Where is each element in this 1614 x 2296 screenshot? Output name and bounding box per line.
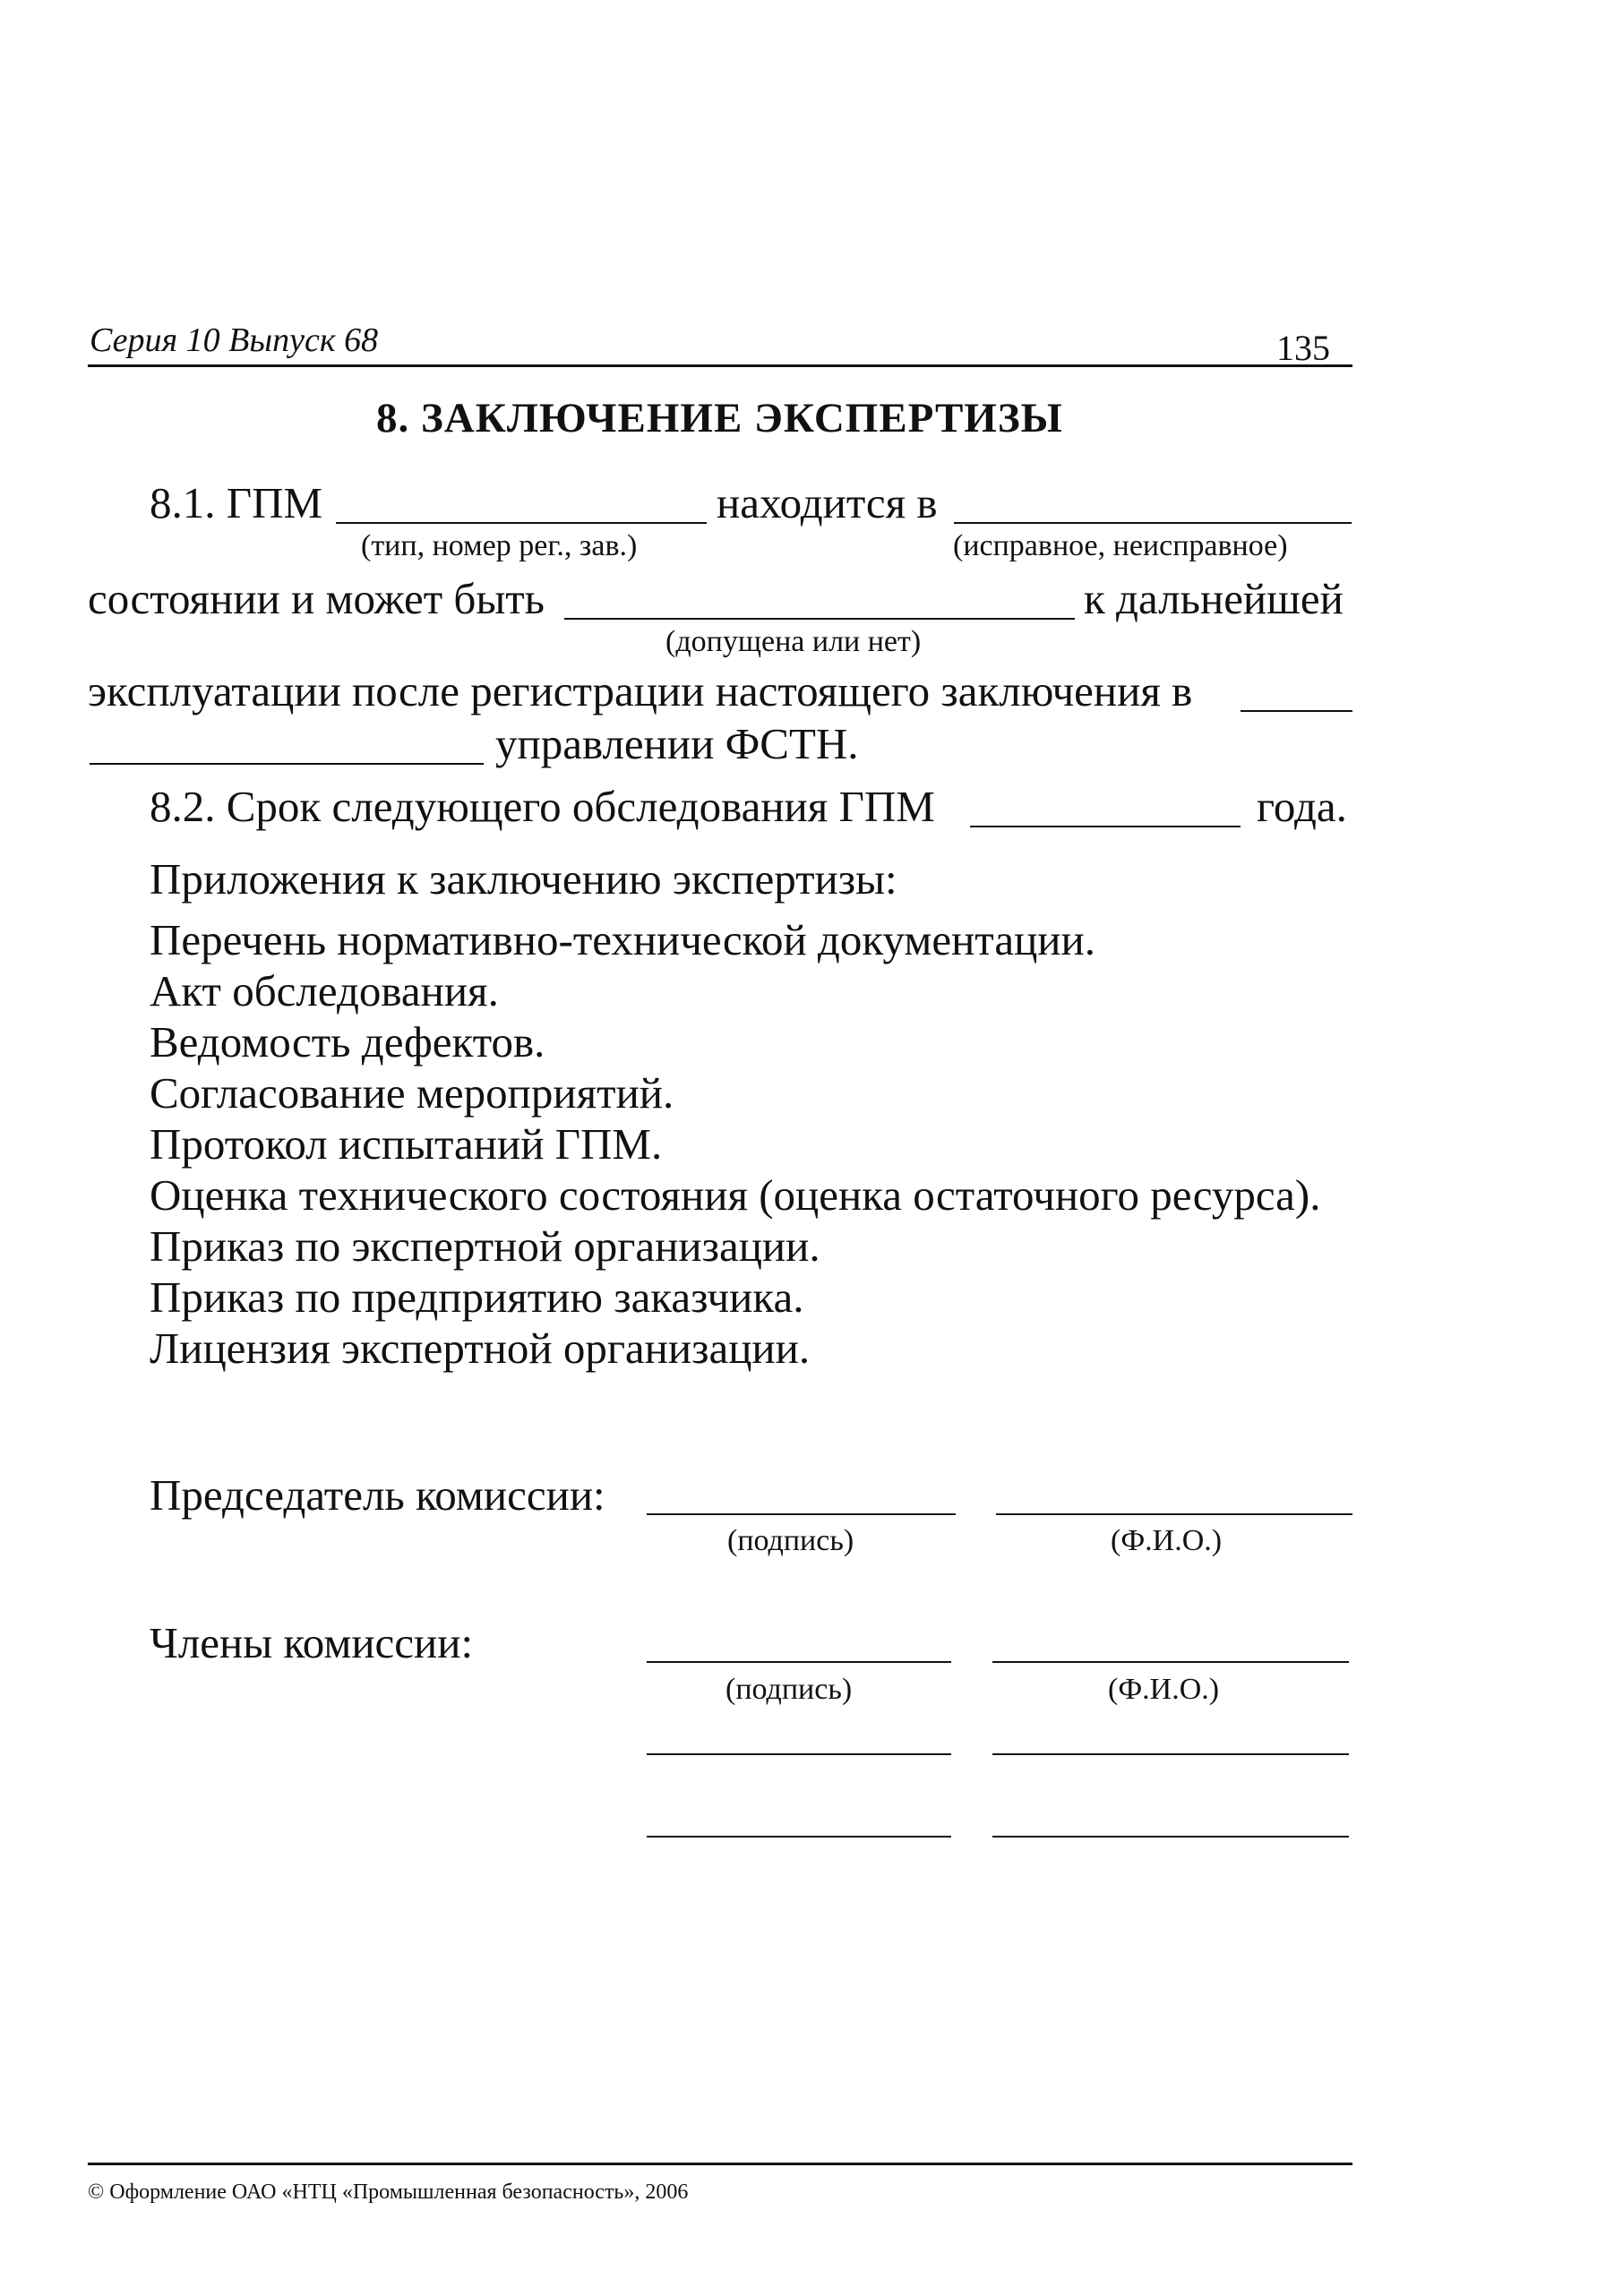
hint-admitted: (допущена или нет) (665, 625, 922, 658)
attachment-item: Перечень нормативно-технической документации. (150, 915, 1095, 964)
attachment-item: Ведомость дефектов. (150, 1017, 545, 1067)
member-signature-field[interactable] (647, 1661, 951, 1663)
member-signature-field[interactable] (647, 1753, 951, 1755)
section-title: 8. ЗАКЛЮЧЕНИЕ ЭКСПЕРТИЗЫ (376, 395, 1063, 441)
member-name-field[interactable] (992, 1836, 1349, 1838)
attachment-item: Приказ по предприятию заказчика. (150, 1272, 804, 1322)
member-name-field[interactable] (992, 1753, 1349, 1755)
p81-operation-text: эксплуатации после регистрации настоящего заключения в (88, 666, 1193, 715)
field-next-inspection[interactable] (970, 826, 1241, 827)
p81-state-text: состоянии и может быть (88, 574, 545, 623)
attachment-item: Протокол испытаний ГПМ. (150, 1119, 663, 1169)
attachment-item: Согласование мероприятий. (150, 1068, 674, 1118)
attachments-title: Приложения к заключению экспертизы: (150, 854, 897, 904)
page-number: 135 (1276, 328, 1330, 368)
p82-suffix: года. (1257, 782, 1347, 831)
hint-type: (тип, номер рег., зав.) (361, 529, 638, 562)
footer-copyright: © Оформление ОАО «НТЦ «Промышленная безопасность», 2006 (88, 2180, 689, 2204)
member-name-field[interactable] (992, 1661, 1349, 1663)
attachment-item: Акт обследования. (150, 966, 499, 1015)
attachment-item: Лицензия экспертной организации. (150, 1324, 811, 1373)
field-registration-1[interactable] (1241, 710, 1352, 712)
field-registration-2[interactable] (90, 763, 484, 765)
header-rule (88, 364, 1352, 367)
field-condition[interactable] (954, 522, 1352, 524)
chairman-signature-hint: (подпись) (727, 1524, 854, 1557)
member-signature-field[interactable] (647, 1836, 951, 1838)
footer-rule (88, 2163, 1352, 2165)
p81-located-in: находится в (717, 478, 938, 527)
p81-further: к дальнейшей (1084, 574, 1344, 623)
members-label: Члены комиссии: (150, 1618, 474, 1667)
attachment-item: Приказ по экспертной организации. (150, 1221, 820, 1271)
field-gpm-type[interactable] (336, 522, 707, 524)
field-admitted[interactable] (564, 618, 1075, 620)
chairman-label: Председатель комиссии: (150, 1470, 605, 1520)
series-label: Серия 10 Выпуск 68 (90, 321, 379, 359)
p81-department: управлении ФСТН. (495, 719, 859, 768)
chairman-name-hint: (Ф.И.О.) (1111, 1524, 1223, 1557)
member-name-hint: (Ф.И.О.) (1108, 1673, 1220, 1706)
member-signature-hint: (подпись) (725, 1673, 853, 1706)
p81-prefix: 8.1. ГПМ (150, 478, 323, 527)
p82-prefix: 8.2. Срок следующего обследования ГПМ (150, 782, 935, 831)
attachment-item: Оценка технического состояния (оценка остаточного ресурса). (150, 1170, 1321, 1220)
hint-condition: (исправное, неисправное) (953, 529, 1288, 562)
chairman-name-field[interactable] (996, 1513, 1352, 1515)
chairman-signature-field[interactable] (647, 1513, 956, 1515)
